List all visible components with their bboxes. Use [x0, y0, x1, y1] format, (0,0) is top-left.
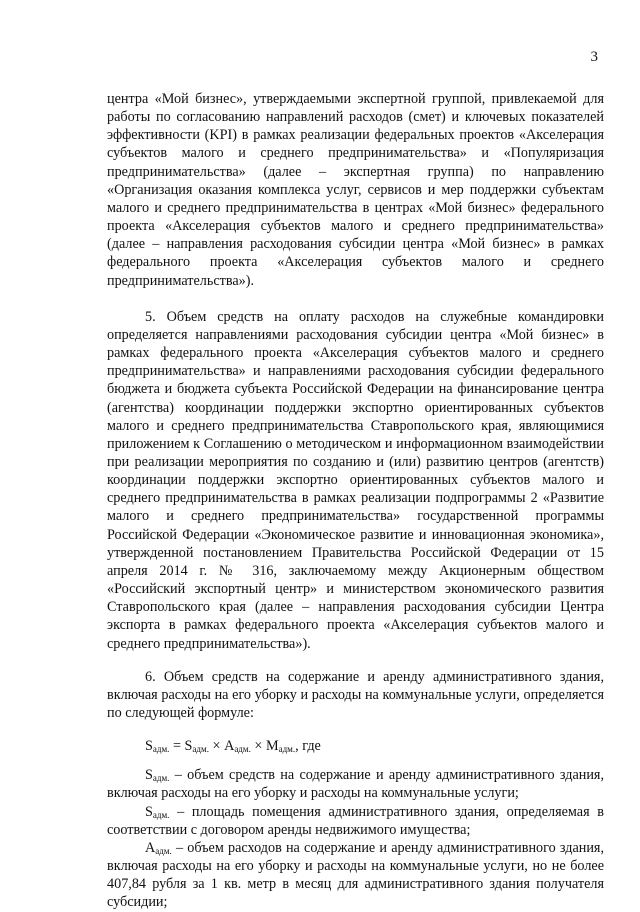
definition-1-symbol: S	[145, 767, 153, 784]
definition-2-text: – площадь помещения административного здания, определяемая в соответствии с договором аренды недвижимого имущества;	[107, 803, 604, 838]
definition-1-subscript: адм.	[152, 773, 170, 784]
definition-3-subscript: адм.	[155, 845, 172, 856]
formula-lhs-symbol: S	[145, 738, 153, 755]
formula-lhs-subscript: адм.	[152, 744, 170, 755]
page-number: 3	[590, 49, 598, 65]
formula	[107, 737, 604, 755]
definition-1-text: – объем средств на содержание и аренду административного здания, включая расходы на его уборку и расходы на коммунальные услуги;	[107, 767, 604, 802]
definition-1	[107, 766, 604, 802]
paragraph-6: 6. Объем средств на содержание и аренду административного здания, включая расходы на его уборку и расходы на коммунальные услуги, определяется по следующей формуле:	[107, 668, 604, 721]
formula-term-3-subscript: адм.	[278, 744, 296, 755]
definition-3-text: – объем расходов на содержание и аренду административного здания, включая расходы на его уборку и расходы на коммунальные услуги, но не более 407,84 рубля за 1 кв. метр в месяц для административного здания получателя субсидии;	[107, 839, 604, 911]
formula-term-2-subscript: адм.	[234, 744, 251, 755]
definition-3	[107, 839, 604, 912]
formula-term-3-symbol: M	[265, 738, 279, 755]
formula-term-1-symbol: S	[184, 738, 193, 755]
paragraph-continuation: центра «Мой бизнес», утверждаемыми экспертной группой, привлекаемой для работы по согласованию направлений расходов (смет) и ключевых показателей эффективности (KPI) в рамках реализации федеральных проектов «Акселерация субъектов малого и среднего предпринимательства» и «Популяризация предпринимательства» (далее – экспертная группа) по направлению «Организация оказания комплекса услуг, сервисов и мер поддержки субъектам малого и среднего предпринимательства в центрах «Мой бизнес» федерального проекта «Акселерация субъектов малого и среднего предпринимательства» (далее – направления расходования субсидии центра «Мой бизнес» в рамках федерального проекта «Акселерация субъектов малого и среднего предпринимательства»).	[107, 91, 604, 289]
formula-tail: , где	[295, 738, 321, 755]
formula-multiply-2: ×	[250, 738, 266, 755]
formula-multiply-1: ×	[208, 738, 225, 755]
definition-2	[107, 803, 604, 839]
formula-term-2-symbol: A	[224, 738, 235, 755]
formula-term-1-subscript: адм.	[192, 744, 209, 755]
paragraph-5: 5. Объем средств на оплату расходов на служебные командировки определяется направлениями расходования субсидии центра «Мой бизнес» в рамках федерального проекта «Акселерация субъектов малого и среднего предпринимательства» и направлениями расходования субсидии федерального бюджета и бюджета субъекта Российской Федерации на финансирование центра (агентства) координации поддержки экспортно ориентированных субъектов малого и среднего предпринимательства Ставропольского края, являющимися приложением к Соглашению о методическом и информационном взаимодействии при реализации мероприятия по созданию и (или) развитию центров (агентств) координации поддержки экспортно ориентированных субъектов малого и среднего предпринимательства в рамках реализации подпрограммы 2 «Развитие малого и среднего предпринимательства» государственной программы Российской Федерации «Экономическое развитие и инновационная экономика», утвержденной постановлением Правительства Российской Федерации от 15 апреля 2014 г. № 316, заключаемому между Акционерным обществом «Российский экспортный центр» и министерством экономического развития Ставропольского края (далее – направления расходования субсидии Центра экспорта в рамках федерального проекта «Акселерация субъектов малого и среднего предпринимательства»).	[107, 308, 604, 652]
formula-equals: =	[169, 738, 185, 755]
definition-2-symbol: S	[145, 803, 153, 820]
definition-2-subscript: адм.	[152, 809, 170, 820]
document-body	[107, 90, 604, 912]
definition-3-symbol: A	[145, 839, 156, 856]
